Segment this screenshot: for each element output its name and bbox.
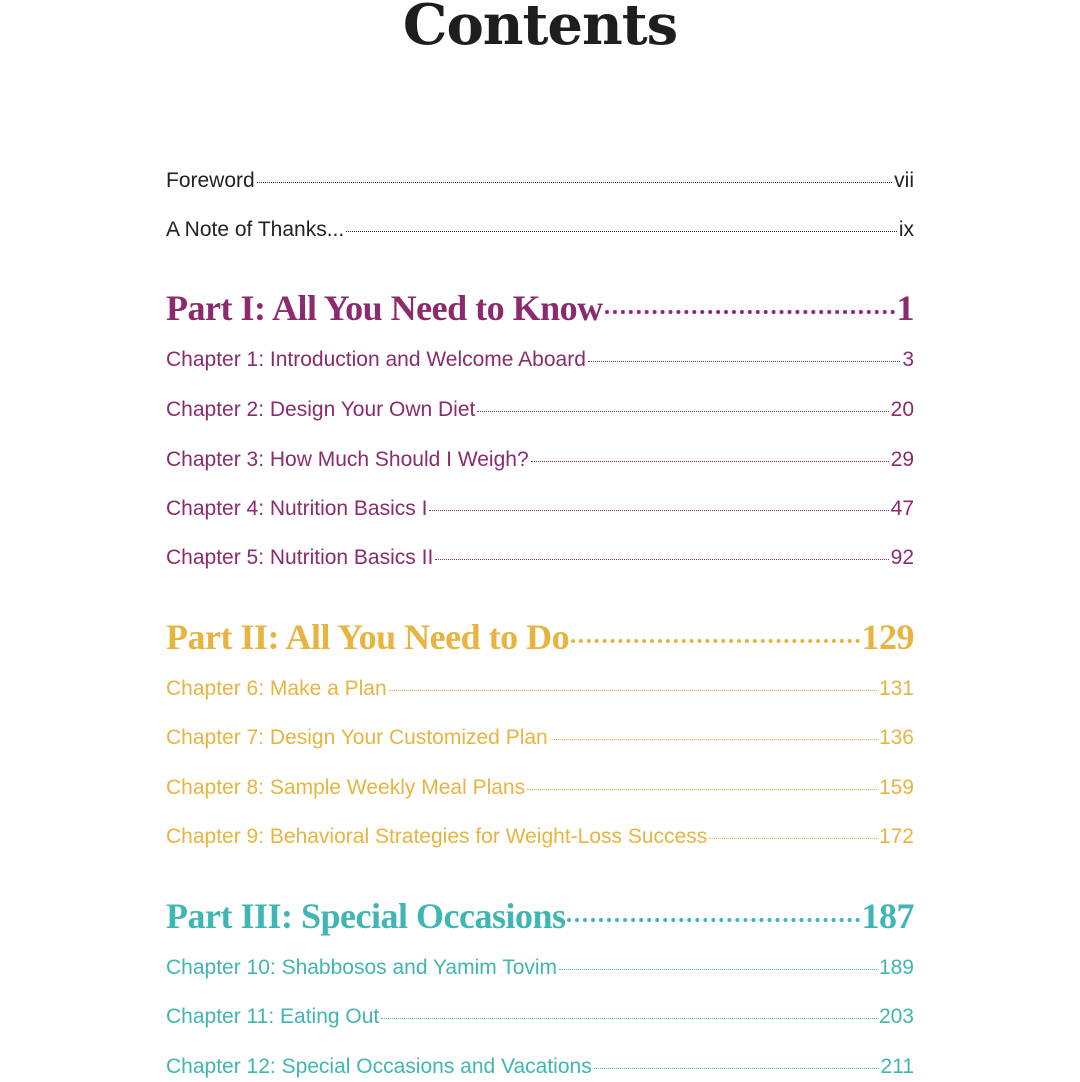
toc-chapter-label: Chapter 1: Introduction and Welcome Aboard xyxy=(166,348,586,371)
toc-page-number: 131 xyxy=(878,677,914,700)
toc-chapter-label: Chapter 10: Shabbosos and Yamim Tovim xyxy=(166,956,558,979)
toc-page-number: 47 xyxy=(890,497,914,520)
toc-chapter-4[interactable] xyxy=(166,494,914,524)
toc-page-number: 203 xyxy=(878,1005,914,1028)
dot-leader xyxy=(346,215,897,236)
toc-chapter-label: Chapter 7: Design Your Customized Plan xyxy=(166,726,548,749)
toc-page-number: ix xyxy=(898,218,914,241)
dot-leader xyxy=(381,1002,877,1023)
toc-page-number: 211 xyxy=(880,1055,914,1078)
toc-chapter-label: Chapter 4: Nutrition Basics I xyxy=(166,497,428,520)
dot-leader xyxy=(709,822,877,843)
dot-leader xyxy=(477,395,888,416)
toc-chapter-9[interactable] xyxy=(166,822,914,852)
toc-chapter-1[interactable] xyxy=(166,345,914,375)
toc-page-number: 159 xyxy=(878,776,914,799)
toc-page-number: 187 xyxy=(861,896,914,936)
toc-page-number: 29 xyxy=(890,448,914,471)
toc-entry-note-of-thanks[interactable] xyxy=(166,215,914,245)
toc-chapter-label: Chapter 3: How Much Should I Weigh? xyxy=(166,448,529,471)
toc-part-label: Part III: Special Occasions xyxy=(166,896,566,936)
dot-leader xyxy=(594,1052,879,1073)
toc-chapter-3[interactable] xyxy=(166,445,914,475)
dot-leader xyxy=(571,613,859,649)
toc-entry-foreword[interactable] xyxy=(166,166,914,196)
dot-leader xyxy=(588,345,900,366)
toc-chapter-11[interactable] xyxy=(166,1002,914,1032)
dot-leader xyxy=(389,674,877,695)
toc-chapter-label: Chapter 6: Make a Plan xyxy=(166,677,387,700)
page-title: Contents xyxy=(402,0,678,58)
toc-page-number: 136 xyxy=(878,726,914,749)
dot-leader xyxy=(567,892,859,928)
dot-leader xyxy=(527,773,877,794)
dot-leader xyxy=(531,445,889,466)
toc-chapter-label: Chapter 8: Sample Weekly Meal Plans xyxy=(166,776,526,799)
toc-chapter-2[interactable] xyxy=(166,395,914,425)
toc-entry-label: Foreword xyxy=(166,169,255,192)
toc-page-number: vii xyxy=(894,169,914,192)
toc-part-label: Part I: All You Need to Know xyxy=(166,288,603,328)
dot-leader xyxy=(550,723,877,744)
toc-page-number: 189 xyxy=(878,956,914,979)
toc-part-label: Part II: All You Need to Do xyxy=(166,617,570,657)
toc-chapter-label: Chapter 2: Design Your Own Diet xyxy=(166,398,476,421)
toc-chapter-label: Chapter 11: Eating Out xyxy=(166,1005,380,1028)
toc-entry-label: A Note of Thanks... xyxy=(166,218,345,241)
toc-chapter-label: Chapter 9: Behavioral Strategies for Weight-Loss Success xyxy=(166,825,708,848)
dot-leader xyxy=(257,166,892,187)
dot-leader xyxy=(429,494,888,515)
toc-page-number: 92 xyxy=(890,546,914,569)
toc-page-number: 172 xyxy=(878,825,914,848)
toc-chapter-5[interactable] xyxy=(166,543,914,573)
toc-part-3[interactable] xyxy=(166,892,914,938)
toc-chapter-8[interactable] xyxy=(166,773,914,803)
toc-page-number: 20 xyxy=(890,398,914,421)
dot-leader xyxy=(435,543,888,564)
toc-chapter-6[interactable] xyxy=(166,674,914,704)
toc-page-number: 3 xyxy=(902,348,914,371)
toc-chapter-label: Chapter 5: Nutrition Basics II xyxy=(166,546,434,569)
toc-chapter-10[interactable] xyxy=(166,953,914,983)
toc-chapter-label: Chapter 12: Special Occasions and Vacations xyxy=(166,1055,592,1078)
toc-chapter-7[interactable] xyxy=(166,723,914,753)
toc-part-1[interactable] xyxy=(166,284,914,330)
toc-page-number: 1 xyxy=(896,288,914,328)
dot-leader xyxy=(559,953,877,974)
dot-leader xyxy=(605,284,895,320)
toc-page-number: 129 xyxy=(861,617,914,657)
toc-part-2[interactable] xyxy=(166,613,914,659)
toc-chapter-12[interactable] xyxy=(166,1052,914,1082)
